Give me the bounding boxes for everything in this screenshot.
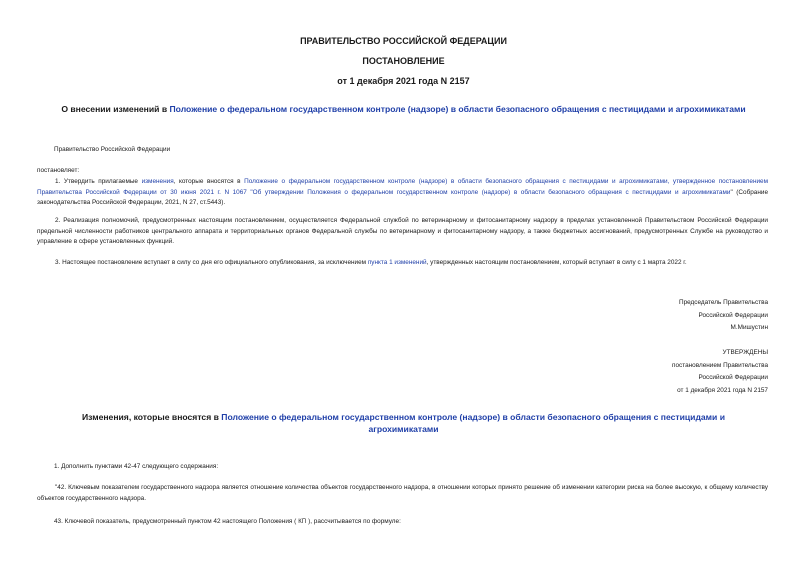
approved-line1: УТВЕРЖДЕНЫ [722, 349, 768, 356]
date-heading: от 1 декабря 2021 года N 2157 [337, 76, 470, 86]
approved-line3: Российской Федерации [698, 374, 768, 381]
title-link[interactable]: Положение о федеральном государственном контроле (надзоре) в области безопасного обращения с пестицидами и агрохимикатами [169, 104, 746, 114]
document-title [20, 104, 787, 114]
gov-line: Правительство Российской Федерации [54, 146, 171, 153]
changes-title [60, 411, 747, 435]
changes-title-prefix: Изменения, которые вносятся в [81, 412, 222, 422]
p1-text-a: 1. Утвердить прилагаемые [55, 178, 142, 185]
formula-kp-image: КП [298, 519, 307, 525]
p3-text-b: , утвержденных настоящим постановлением, который вступает в силу с 1 марта 2022 г. [426, 259, 687, 266]
changes-title-link[interactable]: Положение о федеральном государственном контроле (надзоре) в области безопасного обращения с пестицидами и агрохимикатами [221, 412, 725, 434]
approved-line4: от 1 декабря 2021 года N 2157 [677, 386, 768, 394]
p1-text-c: " (Собрание законодательства Российской Федерации, 2021, N 27, ст.5443). [37, 188, 768, 207]
signature-position: Председатель Правительства [679, 299, 768, 306]
changes-item-42: "42. Ключевым показателем государственного надзора является отношение количества объектов государственного надзора, в отношении которых принято решение об изменении категории риска на более высокую, к общему количеству объектов государственного надзора. [37, 484, 768, 502]
doc-type-heading: ПОСТАНОВЛЕНИЕ [362, 56, 445, 66]
signature-country: Российской Федерации [698, 311, 768, 319]
paragraph-2: 2. Реализация полномочий, предусмотренных настоящим постановлением, осуществляется Федеральной службой по ветеринарному и фитосанитарному надзору в пределах установленной Правительством Российской Федерации предельной численности работников центрального аппарата и территориальных органов Федеральной службы по ветеринарному и фитосанитарному надзору, а также бюджетных ассигнований, предусмотренных Службе на руководство и управление в сфере установленных функций. [37, 217, 768, 246]
changes-item-1: 1. Дополнить пунктами 42-47 следующего содержания: [54, 463, 219, 470]
approved-block [560, 347, 768, 397]
changes-item-43 [54, 516, 401, 529]
p1-link-regulation[interactable]: Положение о федеральном государственном контроле (надзоре) в области безопасного обращения с пестицидами и агрохимикатами, утвержденное постановлением Правительства Российской Федерации от 30 июня 2021 г. N 1067 "Об утверждении Положения о федеральном государственном контроле (надзоре) в области безопасного обращения с пестицидами и агрохимикатами [37, 178, 768, 196]
p1-link-changes[interactable]: изменения [141, 178, 174, 185]
paragraph-3 [37, 258, 768, 269]
p1-text-b: , которые вносятся в [173, 178, 245, 185]
item43-text-b: ), рассчитывается по формуле: [308, 518, 401, 525]
title-prefix: О внесении изменений в [61, 104, 170, 114]
org-heading: ПРАВИТЕЛЬСТВО РОССИЙСКОЙ ФЕДЕРАЦИИ [300, 36, 507, 46]
signature-name: М.Мишустин [730, 324, 768, 331]
p3-link[interactable]: пункта 1 изменений [367, 259, 427, 266]
resolves-line: постановляет: [37, 167, 80, 174]
p3-text-a: 3. Настоящее постановление вступает в силу со дня его официального опубликования, за исключением [55, 259, 368, 266]
paragraph-1 [37, 177, 768, 209]
item43-text-a: 43. Ключевой показатель, предусмотренный пунктом 42 настоящего Положения ( [54, 518, 297, 525]
approved-line2: постановлением Правительства [672, 361, 768, 369]
signature-block [560, 297, 768, 335]
